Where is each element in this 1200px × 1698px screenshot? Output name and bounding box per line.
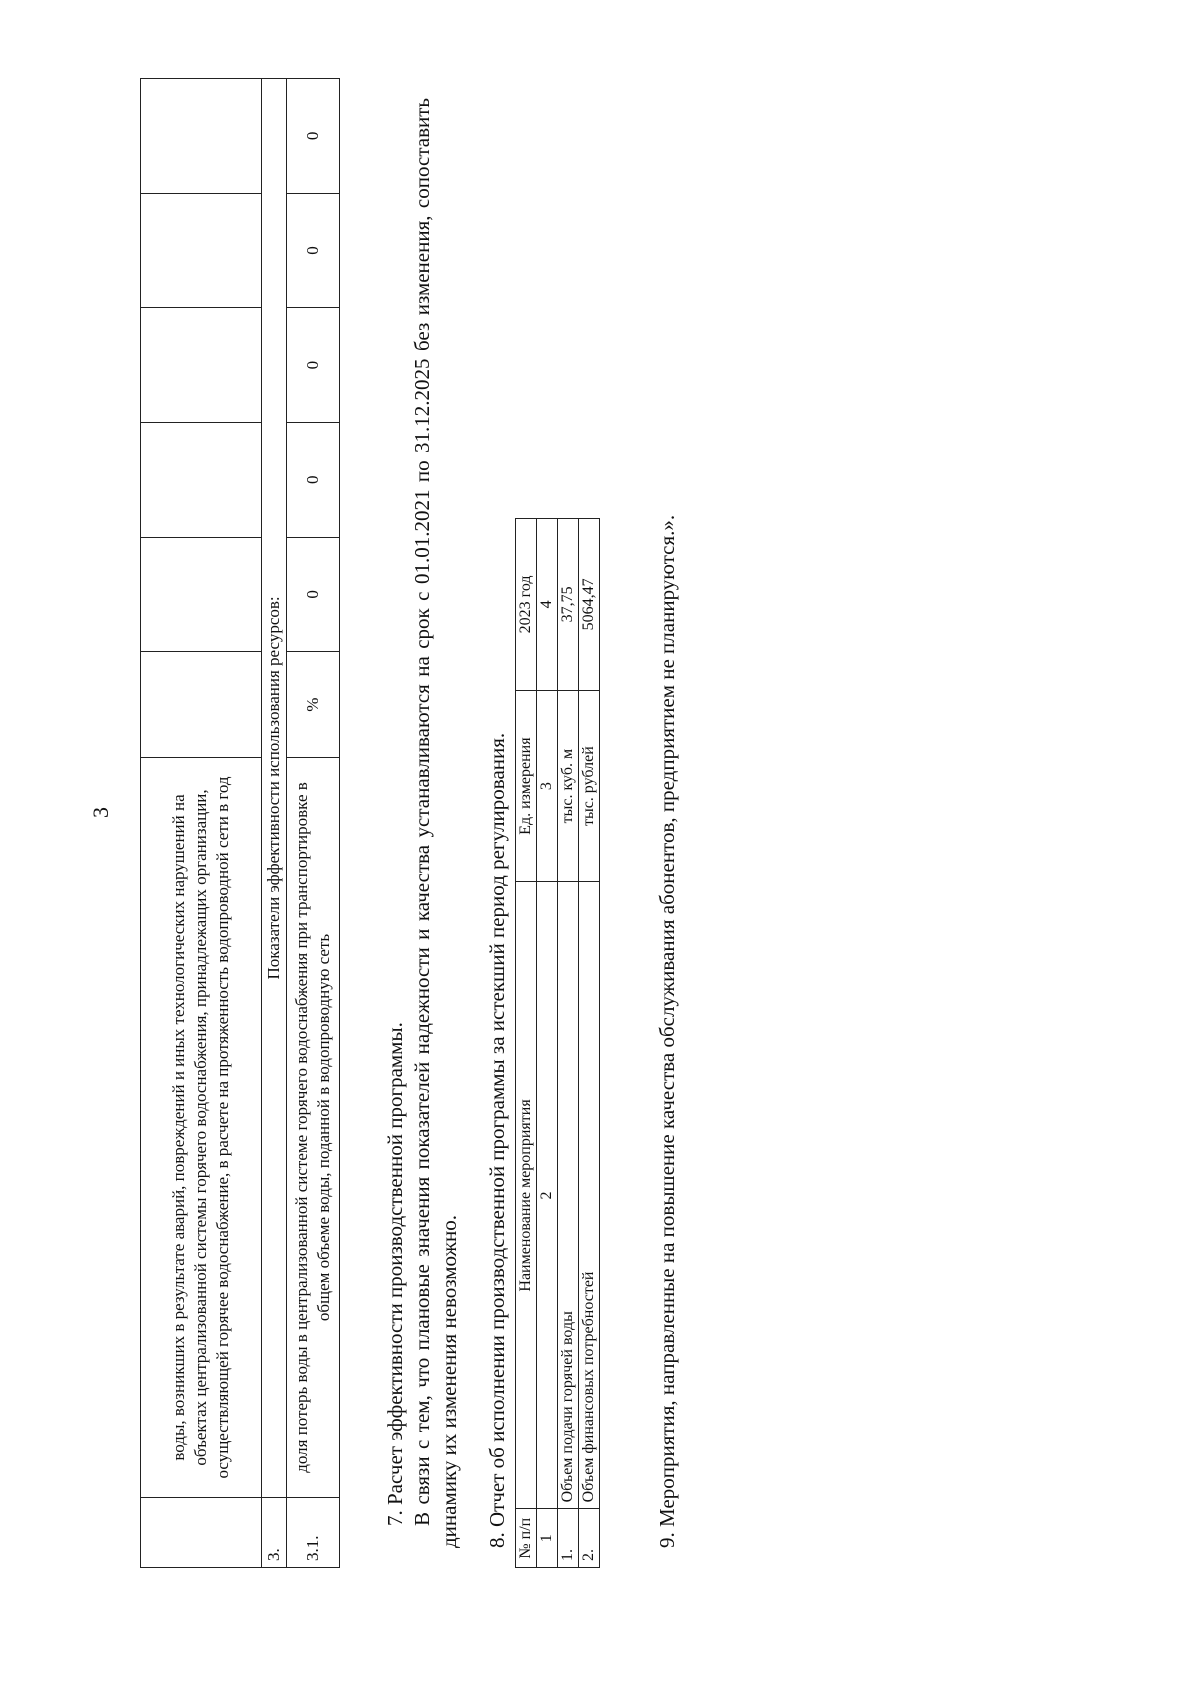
row-value: 5064,47 — [579, 519, 600, 691]
indicator-value: 0 — [287, 308, 340, 423]
row-no: 2. — [579, 1509, 600, 1568]
table-row — [579, 519, 600, 1568]
header-no: № п/п — [516, 1509, 537, 1568]
indicator-value — [141, 193, 262, 308]
column-number: 1 — [537, 1509, 558, 1568]
report-table — [515, 518, 600, 1568]
indicator-name: доля потерь воды в централизованной системе горячего водоснабжения при транспортировке в общем объеме воды, поданной в водопроводную сеть — [287, 758, 340, 1498]
indicator-value: 0 — [287, 422, 340, 537]
row-unit: тыс. куб. м — [558, 690, 579, 882]
table-row — [287, 79, 340, 1568]
indicators-table — [140, 78, 340, 1568]
column-number: 2 — [537, 882, 558, 1509]
column-number: 4 — [537, 519, 558, 691]
table-row-section — [262, 79, 287, 1568]
header-name: Наименование мероприятия — [516, 882, 537, 1509]
section-8-heading: 8. Отчет об исполнении производственной программы за истекший период регулирования. — [485, 732, 509, 1548]
indicator-value — [141, 308, 262, 423]
row-name: Объем финансовых потребностей — [579, 882, 600, 1509]
row-value: 37,75 — [558, 519, 579, 691]
indicator-value — [141, 79, 262, 194]
section-number: 3. — [262, 1497, 287, 1567]
header-unit: Ед. измерения — [516, 690, 537, 882]
indicator-unit — [141, 652, 262, 758]
row-no: 1. — [558, 1509, 579, 1568]
indicator-unit: % — [287, 652, 340, 758]
section-7 — [382, 98, 463, 1548]
indicator-name: воды, возникших в результате аварий, повреждений и иных технологических нарушений на объектах централизованной системы горячего водоснабжения, принадлежащих организации, осуществляющей горячее водоснабжение, в расчете на протяженность водопроводной сети в год — [141, 758, 262, 1498]
section-9-text: 9. Мероприятия, направленные на повышение качества обслуживания абонентов, предприятием не планируются.». — [655, 514, 679, 1548]
indicator-value: 0 — [287, 537, 340, 652]
section-7-heading: 7. Расчет эффективности производственной программы. — [383, 1022, 407, 1526]
row-number: 3.1. — [287, 1497, 340, 1567]
table-row — [558, 519, 579, 1568]
table-column-numbers — [537, 519, 558, 1568]
section-7-text: В связи с тем, что плановые значения показателей надежности и качества устанавливаются на срок с 01.01.2021 по 31.12.2025 без изменения, сопоставить динамику их изменения невозможно. — [410, 98, 461, 1548]
column-number: 3 — [537, 690, 558, 882]
row-unit: тыс. рублей — [579, 690, 600, 882]
table-header-row — [516, 519, 537, 1568]
row-number — [141, 1497, 262, 1567]
row-name: Объем подачи горячей воды — [558, 882, 579, 1509]
indicator-value — [141, 537, 262, 652]
indicator-value: 0 — [287, 79, 340, 194]
header-year: 2023 год — [516, 519, 537, 691]
section-title: Показатели эффективности использования ресурсов: — [262, 79, 287, 1498]
page-number: 3 — [88, 807, 113, 818]
indicator-value — [141, 422, 262, 537]
indicator-value: 0 — [287, 193, 340, 308]
table-row — [141, 79, 262, 1568]
